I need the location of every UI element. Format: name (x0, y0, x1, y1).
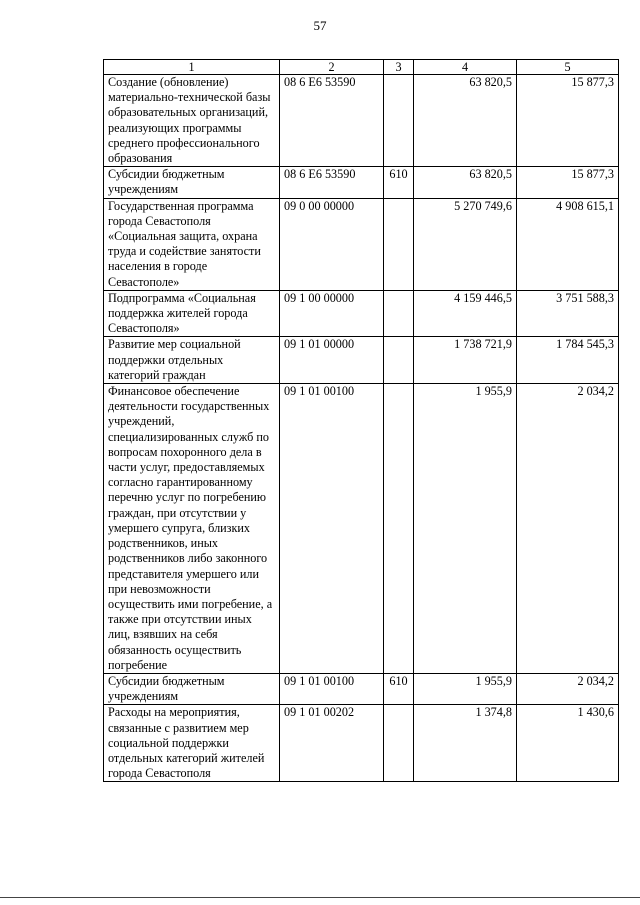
row-name: Создание (обновление) материально-технической базы образовательных организаций, реализующих программы среднего профессионального образования (104, 75, 280, 167)
table-row (104, 673, 619, 704)
table-row (104, 384, 619, 674)
row-name: Расходы на мероприятия, связанные с развитием мер социальной поддержки отдельных категорий жителей города Севастополя (104, 705, 280, 782)
header-col-3: 3 (384, 60, 414, 75)
row-type (384, 384, 414, 674)
row-value-5: 1 430,6 (517, 705, 619, 782)
row-value-5: 3 751 588,3 (517, 290, 619, 337)
row-name: Субсидии бюджетным учреждениям (104, 167, 280, 198)
row-value-5: 15 877,3 (517, 167, 619, 198)
row-code: 09 1 01 00100 (280, 673, 384, 704)
row-value-4: 4 159 446,5 (414, 290, 517, 337)
table-row (104, 337, 619, 384)
table-header-row (104, 60, 619, 75)
row-code: 09 1 00 00000 (280, 290, 384, 337)
row-type (384, 75, 414, 167)
row-value-4: 1 374,8 (414, 705, 517, 782)
table-row (104, 75, 619, 167)
table-row (104, 167, 619, 198)
page-number: 57 (313, 18, 327, 33)
row-name: Государственная программа города Севастополя «Социальная защита, охрана труда и содействие занятости населения в городе Севастополе» (104, 198, 280, 290)
row-value-5: 2 034,2 (517, 384, 619, 674)
row-name: Развитие мер социальной поддержки отдельных категорий граждан (104, 337, 280, 384)
budget-table (103, 59, 619, 782)
row-type: 610 (384, 673, 414, 704)
row-type (384, 198, 414, 290)
row-code: 08 6 E6 53590 (280, 75, 384, 167)
row-code: 09 1 01 00000 (280, 337, 384, 384)
row-value-4: 1 955,9 (414, 673, 517, 704)
header-col-2: 2 (280, 60, 384, 75)
row-code: 09 0 00 00000 (280, 198, 384, 290)
row-type (384, 337, 414, 384)
row-code: 08 6 E6 53590 (280, 167, 384, 198)
row-value-4: 63 820,5 (414, 167, 517, 198)
row-value-5: 4 908 615,1 (517, 198, 619, 290)
row-value-4: 63 820,5 (414, 75, 517, 167)
row-value-5: 1 784 545,3 (517, 337, 619, 384)
table-row (104, 290, 619, 337)
table-row (104, 705, 619, 782)
row-value-5: 2 034,2 (517, 673, 619, 704)
row-type (384, 705, 414, 782)
row-name: Финансовое обеспечение деятельности государственных учреждений, специализированных служб по вопросам похоронного дела в части услуг, предоставляемых согласно гарантированному перечню услуг по погребению граждан, при отсутствии у умершего супруга, близких родственников, иных родственников либо законного представителя умершего или при невозможности осуществить ими погребение, а также при отсутствии иных лиц, взявших на себя обязанность осуществить погребение (104, 384, 280, 674)
table-row (104, 198, 619, 290)
row-code: 09 1 01 00100 (280, 384, 384, 674)
header-col-1: 1 (104, 60, 280, 75)
row-type: 610 (384, 167, 414, 198)
scan-bottom-edge (0, 897, 640, 898)
header-col-4: 4 (414, 60, 517, 75)
row-value-4: 1 738 721,9 (414, 337, 517, 384)
row-type (384, 290, 414, 337)
row-value-4: 1 955,9 (414, 384, 517, 674)
row-code: 09 1 01 00202 (280, 705, 384, 782)
row-name: Субсидии бюджетным учреждениям (104, 673, 280, 704)
header-col-5: 5 (517, 60, 619, 75)
row-value-5: 15 877,3 (517, 75, 619, 167)
row-name: Подпрограмма «Социальная поддержка жителей города Севастополя» (104, 290, 280, 337)
row-value-4: 5 270 749,6 (414, 198, 517, 290)
